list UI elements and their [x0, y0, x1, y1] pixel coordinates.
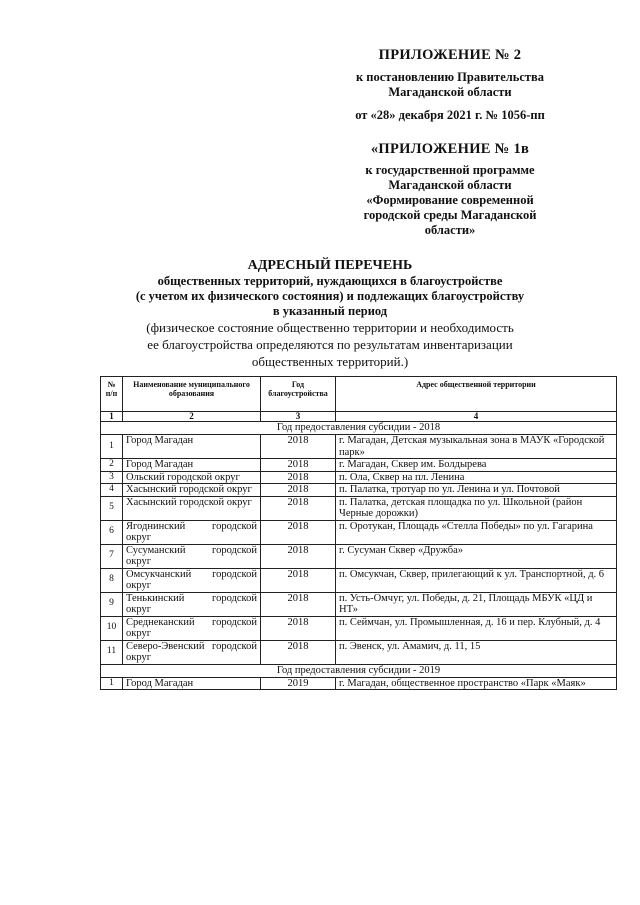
row-number: 4 [101, 484, 123, 497]
row-year: 2018 [261, 484, 336, 497]
col-number: 4 [336, 412, 617, 422]
header-municipality: Наименование муниципального образования [123, 377, 261, 412]
row-year: 2018 [261, 640, 336, 664]
row-year: 2018 [261, 616, 336, 640]
row-address: г. Магадан, общественное пространство «Парк «Маяк» [336, 677, 617, 690]
table-row [101, 520, 617, 544]
title-note: общественных территорий.) [251, 354, 409, 369]
annex-line: Магаданской области [388, 85, 512, 99]
row-number: 11 [101, 640, 123, 664]
col-number: 1 [101, 412, 123, 422]
row-municipality: Хасынский городской округ [123, 484, 261, 497]
row-number: 5 [101, 496, 123, 520]
annex-line: Магаданской области [388, 178, 512, 192]
document-title: АДРЕСНЫЙ ПЕРЕЧЕНЬ [247, 258, 413, 273]
row-address: п. Омсукчан, Сквер, прилегающий к ул. Транспортной, д. 6 [336, 568, 617, 592]
row-municipality: Город Магадан [123, 677, 261, 690]
table-row [101, 640, 617, 664]
table-header-row [101, 377, 617, 412]
table-row [101, 544, 617, 568]
row-year: 2018 [261, 459, 336, 472]
row-number: 1 [101, 677, 123, 690]
row-address: г. Сусуман Сквер «Дружба» [336, 544, 617, 568]
col-number: 2 [123, 412, 261, 422]
header-year: Год благоустройства [261, 377, 336, 412]
table-row [101, 496, 617, 520]
table-row [101, 677, 617, 690]
row-number: 1 [101, 435, 123, 459]
annex-header [300, 47, 600, 238]
row-year: 2018 [261, 568, 336, 592]
row-municipality: Северо-Эвенский городской округ [123, 640, 261, 664]
title-note: ее благоустройства определяются по результатам инвентаризации [147, 337, 513, 352]
row-number: 6 [101, 520, 123, 544]
row-year: 2019 [261, 677, 336, 690]
row-municipality: Среднеканский городской округ [123, 616, 261, 640]
header-num: № п/п [101, 377, 123, 412]
annex-title-2: «ПРИЛОЖЕНИЕ № 1в [370, 141, 530, 157]
annex-line: от «28» декабря 2021 г. № 1056-пп [355, 108, 545, 122]
table-row [101, 471, 617, 484]
row-municipality: Сусуманский городской округ [123, 544, 261, 568]
row-year: 2018 [261, 471, 336, 484]
row-address: п. Оротукан, Площадь «Стелла Победы» по ул. Гагарина [336, 520, 617, 544]
title-note: (физическое состояние общественно территории и необходимость [146, 320, 514, 335]
title-subtitle: (с учетом их физического состояния) и подлежащих благоустройству [135, 289, 525, 303]
territory-table [100, 376, 617, 690]
row-address: г. Магадан, Детская музыкальная зона в МАУК «Городской парк» [336, 435, 617, 459]
row-year: 2018 [261, 544, 336, 568]
annex-title: ПРИЛОЖЕНИЕ № 2 [378, 47, 522, 63]
group-row-2019 [101, 664, 617, 677]
column-number-row [101, 412, 617, 422]
row-address: п. Ола, Сквер на пл. Ленина [336, 471, 617, 484]
row-address: п. Усть-Омчуг, ул. Победы, д. 21, Площадь МБУК «ЦД и НТ» [336, 592, 617, 616]
group-label: Год предоставления субсидии - 2019 [101, 664, 617, 677]
row-municipality: Хасынский городской округ [123, 496, 261, 520]
row-municipality: Тенькинский городской округ [123, 592, 261, 616]
col-number: 3 [261, 412, 336, 422]
row-address: п. Палатка, тротуар по ул. Ленина и ул. Почтовой [336, 484, 617, 497]
row-number: 10 [101, 616, 123, 640]
row-number: 8 [101, 568, 123, 592]
table-row [101, 616, 617, 640]
group-row-2018 [101, 422, 617, 435]
table-row [101, 435, 617, 459]
annex-line: к постановлению Правительства [355, 70, 545, 84]
table-row [101, 459, 617, 472]
row-address: п. Эвенск, ул. Амамич, д. 11, 15 [336, 640, 617, 664]
table-row [101, 592, 617, 616]
annex-line: городской среды Магаданской [363, 208, 537, 222]
table-row [101, 568, 617, 592]
row-number: 9 [101, 592, 123, 616]
row-number: 2 [101, 459, 123, 472]
row-year: 2018 [261, 592, 336, 616]
annex-line: области» [424, 223, 476, 237]
row-municipality: Ольский городской округ [123, 471, 261, 484]
document-title-block [95, 258, 565, 370]
title-subtitle: в указанный период [272, 304, 388, 318]
row-municipality: Город Магадан [123, 435, 261, 459]
row-address: г. Магадан, Сквер им. Болдырева [336, 459, 617, 472]
row-year: 2018 [261, 435, 336, 459]
group-label: Год предоставления субсидии - 2018 [101, 422, 617, 435]
table-row [101, 484, 617, 497]
row-number: 3 [101, 471, 123, 484]
row-address: п. Сеймчан, ул. Промышленная, д. 16 и пер. Клубный, д. 4 [336, 616, 617, 640]
row-address: п. Палатка, детская площадка по ул. Школьной (район Черные дорожки) [336, 496, 617, 520]
row-municipality: Город Магадан [123, 459, 261, 472]
header-address: Адрес общественной территории [336, 377, 617, 412]
title-subtitle: общественных территорий, нуждающихся в благоустройстве [157, 274, 503, 288]
annex-line: к государственной программе [365, 163, 535, 177]
row-number: 7 [101, 544, 123, 568]
row-municipality: Омсукчанский городской округ [123, 568, 261, 592]
row-municipality: Ягоднинский городской округ [123, 520, 261, 544]
annex-line: «Формирование современной [366, 193, 534, 207]
row-year: 2018 [261, 520, 336, 544]
row-year: 2018 [261, 496, 336, 520]
